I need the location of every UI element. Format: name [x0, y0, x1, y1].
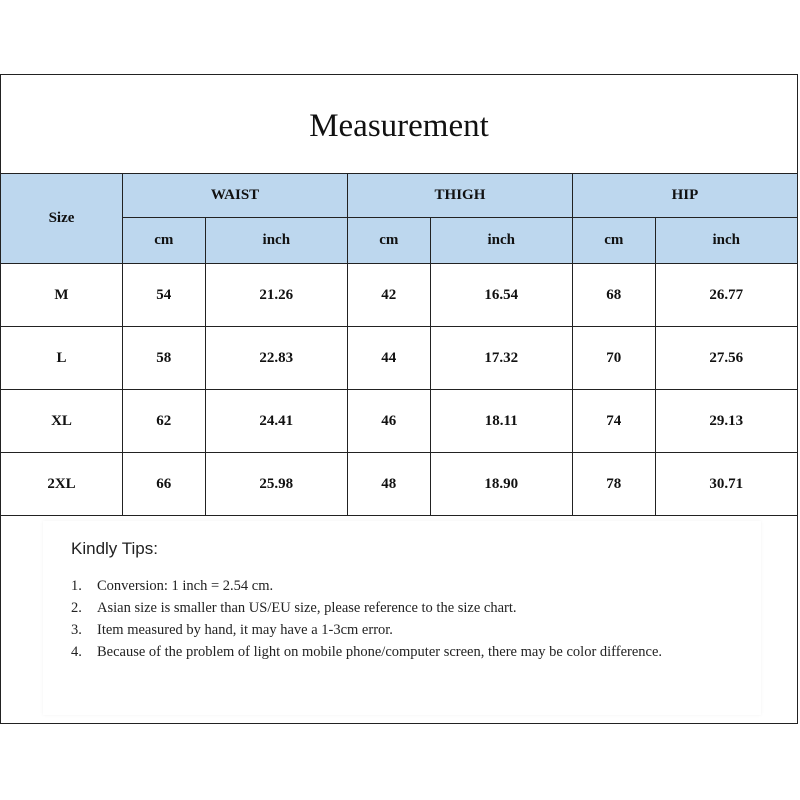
header-unit: inch: [205, 218, 347, 264]
size-chart-frame: [0, 74, 798, 724]
tips-list: [71, 575, 711, 663]
table-cell: 66: [123, 453, 206, 516]
table-cell: 27.56: [655, 327, 797, 390]
list-item: [71, 641, 711, 663]
table-row: [1, 453, 798, 516]
table-cell: 74: [572, 390, 655, 453]
table-cell: 62: [123, 390, 206, 453]
header-unit: cm: [572, 218, 655, 264]
list-item-text: Item measured by hand, it may have a 1-3cm error.: [97, 622, 393, 638]
list-item: [71, 597, 711, 619]
table-cell: 21.26: [205, 264, 347, 327]
tips-title: Kindly Tips:: [71, 539, 158, 558]
table-cell: 30.71: [655, 453, 797, 516]
list-item-number: 2.: [71, 600, 82, 616]
header-thigh: THIGH: [347, 174, 572, 218]
table-cell: 16.54: [430, 264, 572, 327]
table-cell: 26.77: [655, 264, 797, 327]
list-item-text: Conversion: 1 inch = 2.54 cm.: [97, 578, 274, 594]
table-cell: 18.90: [430, 453, 572, 516]
row-size: M: [1, 264, 123, 327]
table-header-row-groups: [1, 174, 798, 218]
tips-box: [43, 521, 761, 715]
row-size: L: [1, 327, 123, 390]
table-cell: 18.11: [430, 390, 572, 453]
table-cell: 44: [347, 327, 430, 390]
list-item-number: 1.: [71, 578, 82, 594]
list-item-number: 3.: [71, 622, 82, 638]
header-unit: cm: [347, 218, 430, 264]
page-title: Measurement: [309, 107, 489, 144]
header-unit: inch: [655, 218, 797, 264]
list-item: [71, 619, 711, 641]
table-cell: 58: [123, 327, 206, 390]
header-unit: inch: [430, 218, 572, 264]
row-size: 2XL: [1, 453, 123, 516]
table-cell: 24.41: [205, 390, 347, 453]
table-cell: 22.83: [205, 327, 347, 390]
list-item-number: 4.: [71, 644, 82, 660]
table-cell: 54: [123, 264, 206, 327]
size-table: [0, 173, 798, 516]
table-cell: 17.32: [430, 327, 572, 390]
table-cell: 46: [347, 390, 430, 453]
table-cell: 48: [347, 453, 430, 516]
list-item-text: Because of the problem of light on mobile phone/computer screen, there may be color difference.: [97, 644, 663, 660]
table-row: [1, 264, 798, 327]
header-size: Size: [1, 174, 123, 264]
table-cell: 68: [572, 264, 655, 327]
header-hip: HIP: [572, 174, 797, 218]
list-item-text: Asian size is smaller than US/EU size, please reference to the size chart.: [97, 600, 517, 616]
header-unit: cm: [123, 218, 206, 264]
table-cell: 42: [347, 264, 430, 327]
list-item: [71, 575, 711, 597]
row-size: XL: [1, 390, 123, 453]
table-cell: 78: [572, 453, 655, 516]
table-cell: 70: [572, 327, 655, 390]
header-waist: WAIST: [123, 174, 348, 218]
table-cell: 25.98: [205, 453, 347, 516]
table-cell: 29.13: [655, 390, 797, 453]
table-row: [1, 390, 798, 453]
table-row: [1, 327, 798, 390]
